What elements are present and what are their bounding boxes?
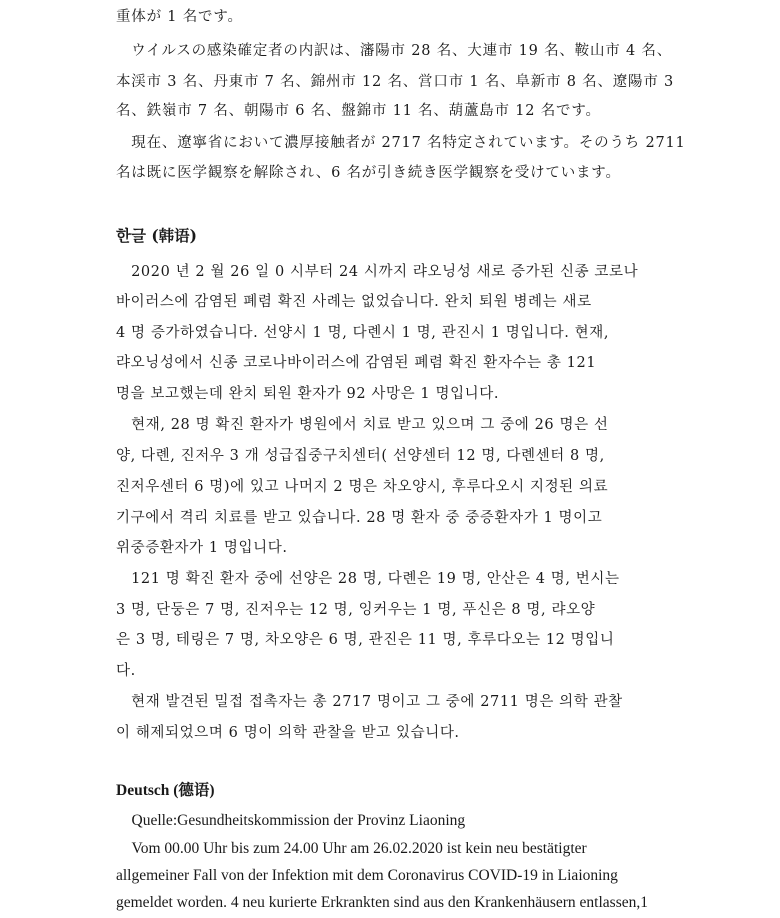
japanese-line-5: 現在、遼寧省において濃厚接触者が 2717 名特定されています。そのうち 2711 bbox=[116, 135, 686, 151]
german-line-1: Quelle:Gesundheitskommission der Provinz Liaoning bbox=[116, 812, 466, 829]
japanese-line-4: 名、鉄嶺市 7 名、朝陽市 6 名、盤錦市 11 名、葫蘆島市 12 名です。 bbox=[116, 103, 601, 119]
korean-line-13: 은 3 명, 테링은 7 명, 차오양은 6 명, 관진은 11 명, 후루다오는 12 명입니 bbox=[116, 632, 615, 648]
korean-line-15: 현재 발견된 밀접 접촉자는 총 2717 명이고 그 중에 2711 명은 의학 관찰 bbox=[116, 694, 623, 710]
korean-line-2: 바이러스에 감염된 폐렴 확진 사례는 없었습니다. 완치 퇴원 병례는 새로 bbox=[116, 294, 592, 310]
korean-line-10: 위중증환자가 1 명입니다. bbox=[116, 540, 288, 556]
korean-line-14: 다. bbox=[116, 663, 136, 679]
korean-line-6: 현재, 28 명 확진 환자가 병원에서 치료 받고 있으며 그 중에 26 명은 선 bbox=[116, 417, 609, 433]
korean-line-9: 기구에서 격리 치료를 받고 있습니다. 28 명 환자 중 중증환자가 1 명이고 bbox=[116, 510, 603, 526]
korean-line-12: 3 명, 단둥은 7 명, 진저우는 12 명, 잉커우는 1 명, 푸신은 8 명, 랴오양 bbox=[116, 602, 596, 618]
japanese-line-2: ウイルスの感染確定者の内訳は、瀋陽市 28 名、大連市 19 名、鞍山市 4 名、 bbox=[116, 43, 673, 59]
korean-line-7: 양, 다롄, 진저우 3 개 성급집중구치센터( 선양센터 12 명, 다롄센터 8 명, bbox=[116, 448, 605, 464]
korean-line-8: 진저우센터 6 명)에 있고 나머지 2 명은 차오양시, 후루다오시 지정된 의료 bbox=[116, 479, 609, 495]
german-line-3: allgemeiner Fall von der Infektion mit dem Coronavirus COVID-19 in Liaioning bbox=[116, 867, 618, 884]
german-heading: Deutsch (德语) bbox=[116, 782, 215, 799]
german-line-2: Vom 00.00 Uhr bis zum 24.00 Uhr am 26.02.2020 ist kein neu bestätigter bbox=[116, 840, 587, 857]
japanese-line-6: 名は既に医学観察を解除され、6 名が引き続き医学観察を受けています。 bbox=[116, 165, 621, 181]
japanese-line-3: 本渓市 3 名、丹東市 7 名、錦州市 12 名、営口市 1 名、阜新市 8 名、遼陽市 3 bbox=[116, 74, 675, 90]
german-line-4: gemeldet worden. 4 neu kurierte Erkrankten sind aus den Krankenhäusern entlassen,1 bbox=[116, 894, 648, 911]
korean-line-11: 121 명 확진 환자 중에 선양은 28 명, 다롄은 19 명, 안산은 4 명, 번시는 bbox=[116, 571, 620, 587]
korean-line-3: 4 명 증가하였습니다. 선양시 1 명, 다롄시 1 명, 관진시 1 명입니다. 현재, bbox=[116, 325, 610, 341]
korean-line-1: 2020 년 2 월 26 일 0 시부터 24 시까지 랴오닝성 새로 증가된 신종 코로나 bbox=[116, 264, 639, 280]
korean-heading: 한글 (韩语) bbox=[116, 226, 198, 245]
japanese-line-1: 重体が 1 名です。 bbox=[116, 9, 243, 25]
korean-line-5: 명을 보고했는데 완치 퇴원 환자가 92 사망은 1 명입니다. bbox=[116, 386, 500, 402]
korean-line-4: 랴오닝성에서 신종 코로나바이러스에 감염된 폐렴 확진 환자수는 총 121 bbox=[116, 355, 597, 371]
korean-line-16: 이 해제되었으며 6 명이 의학 관찰을 받고 있습니다. bbox=[116, 725, 460, 741]
